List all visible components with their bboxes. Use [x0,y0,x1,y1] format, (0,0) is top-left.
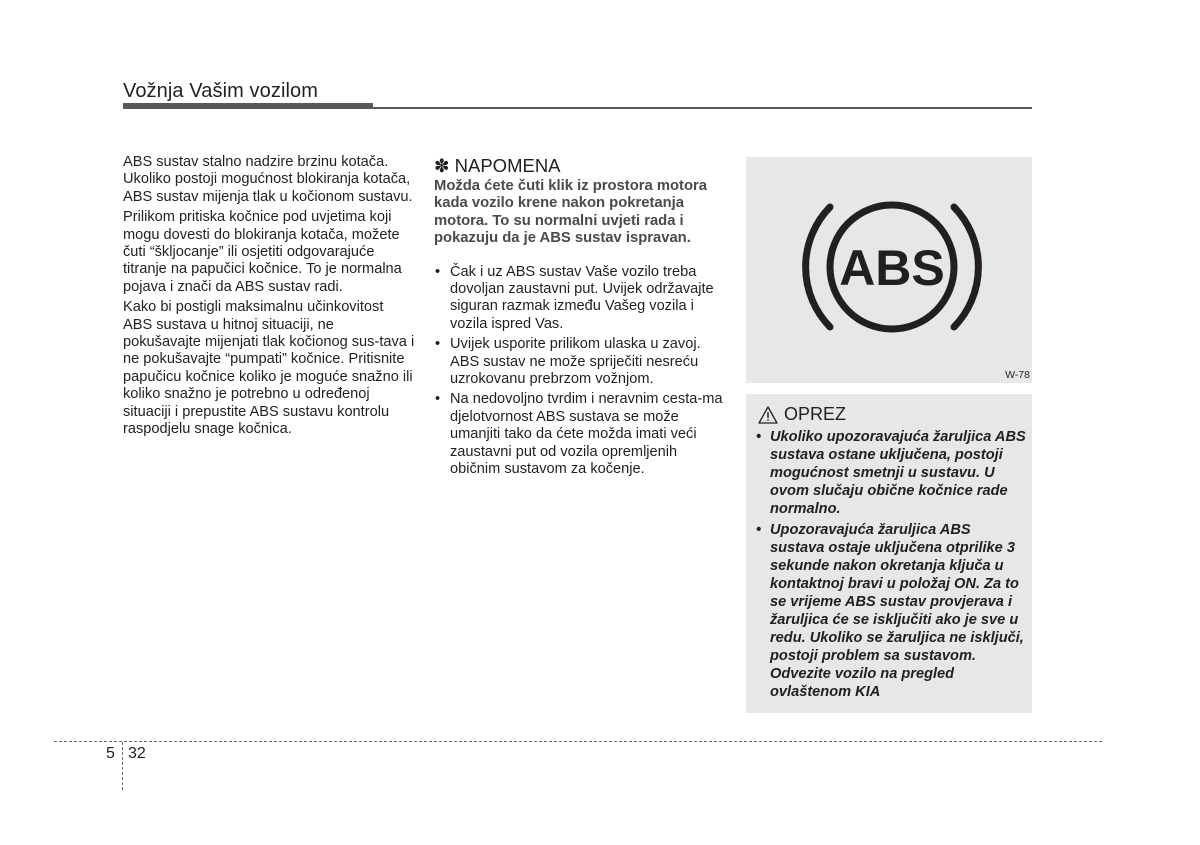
chapter-number: 5 [106,745,115,762]
note-column [434,155,726,482]
note-body: Možda ćete čuti klik iz prostora motora kada vozilo krene nakon pokretanja motora. To su normalni uvjeti rada i pokazuju da je ABS sustav ispravan. [434,178,707,247]
list-item: • Uvijek usporite prilikom ulaska u zavoj. ABS sustav ne može spriječiti nesreću uzrokovanu prebrzom vožnjom. [434,336,726,388]
footer-rule [54,741,1102,742]
caution-list [756,428,1028,704]
abs-warning-figure [746,157,1032,383]
list-item: • Na nedovoljno tvrdim i neravnim cesta-ma djelotvornost ABS sustava se može umanjiti tako da ćete možda imati veći zaustavni put od vozila opremljenih običnim sustavom za kočenje. [434,391,726,478]
caution-box [746,394,1032,713]
paragraph: Prilikom pritiska kočnice pod uvjetima koji mogu dovesti do blokiranja kotača, možete čuti “škljocanje” ili osjetiti odgovarajuće titranje na papučici kočnice. To je normalna pojava i znači da ABS sustav radi. [123,209,402,295]
abs-warning-icon [746,157,1032,383]
section-title: Vožnja Vašim vozilom [123,80,319,102]
bullet-list [434,264,726,479]
figure-code: W-78 [1005,369,1030,381]
page-number: 32 [128,745,146,762]
paragraph: Kako bi postigli maksimalnu učinkovitost ABS sustava u hitnoj situaciji, ne pokušavajte mijenjati tlak kočionog sus-tava i ne pokušavajte “pumpati” kočnice. Pritisnite papučicu kočnice koliko je moguće snažno ili koliko snažno je potrebno u određenoj situaciji i prepustite ABS sustavu kontrolu raspodjelu snage kočnica. [123,299,415,438]
caution-heading [758,404,846,425]
caution-title: OPREZ [784,404,847,424]
list-item: • Čak i uz ABS sustav Vaše vozilo treba dovoljan zaustavni put. Uvijek održavajte siguran razmak između Vašeg vozila i vozila ispred Vas. [434,264,726,334]
footer-divider [122,742,123,790]
list-item: • Upozoravajuća žaruljica ABS sustava ostaje uključena otprilike 3 sekunde nakon okretanja ključa u kontaktnoj bravi u položaj ON. Za to se vrijeme ABS sustav provjerava i žaruljica će se isključiti ako je sve u redu. Ukoliko se žaruljica ne isključi, postoji problem sa sustavom. Odvezite vozilo na pregled ovlaštenom KIA [756,521,1028,701]
abs-symbol-text: ABS [839,240,945,296]
paragraph: ABS sustav stalno nadzire brzinu kotača. Ukoliko postoji mogućnost blokiranja kotača, ABS sustav mijenja tlak u kočionom sustavu. [123,154,413,205]
left-column [123,154,415,442]
list-item: • Ukoliko upozoravajuća žaruljica ABS sustava ostane uključena, postoji mogućnost smetnji u sustavu. U ovom slučaju obične kočnice rade normalno. [756,428,1028,518]
note-title: ✽ NAPOMENA [434,155,561,176]
header-rule [123,107,1032,109]
warning-triangle-icon [758,406,778,424]
